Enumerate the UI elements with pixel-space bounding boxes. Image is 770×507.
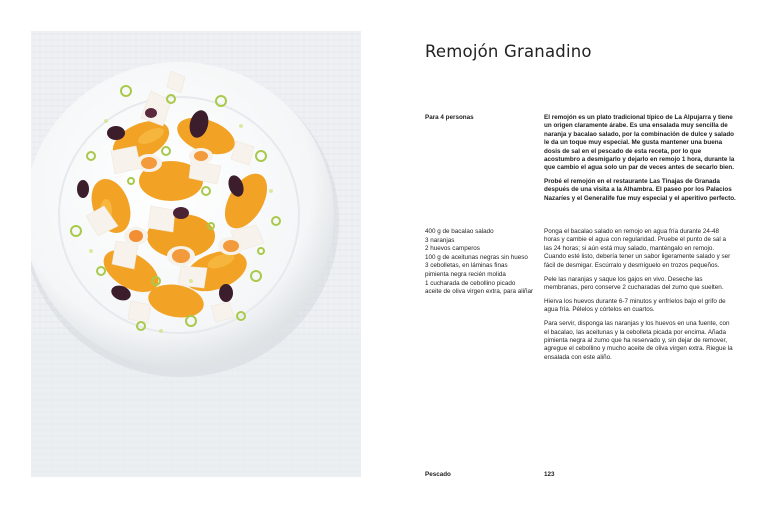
ingredient-item: aceite de oliva virgen extra, para aliñar — [425, 288, 534, 296]
ingredient-item: 1 cucharada de cebollino picado — [425, 279, 516, 287]
method-step: Para servir, disponga las naranjas y los huevos en una fuente, con el bacalao, las aceitunas y la cebolleta picada por encima. Añada pimienta negra al zumo que ha reservado y, sin dejar de remover, agregue el cebollino y mucho aceite de oliva virgen extra. Riegue la ensalada con este aliño. — [544, 320, 733, 361]
dish-photo — [31, 31, 361, 477]
ingredient-item: 3 cebolletas, en láminas finas — [425, 262, 508, 270]
servings-label: Para 4 personas — [425, 114, 474, 121]
intro-paragraph: Probé el remojón en el restaurante Las Tinajas de Granada después de una visita a la Alhambra. El paseo por los Palacios Nazaríes y el Generalife fue muy especial y el aperitivo perfecto. — [544, 177, 736, 202]
method-steps — [544, 228, 734, 368]
method-step: Ponga el bacalao salado en remojo en agua fría durante 24-48 horas y cambie el agua con regularidad. Pruebe el punto de sal a las 24 horas; si aún está muy salado, manténgalo en remojo. Cuando esté listo, debería tener un sabor ligeramente salado y ser fácil de desmigar. Escúrralo y desmíguelo en trozos pequeños. — [544, 228, 731, 269]
ingredient-list — [425, 228, 535, 297]
dish-illustration — [31, 31, 361, 477]
intro-paragraph: El remojón es un plato tradicional típico de La Alpujarra y tiene un origen claramente árabe. Es una ensalada muy sencilla de naranja y bacalao salado, por la combinación de dulce y salado le da un toque muy especial. Me gusta mantener una buena dosis de sal en el pescado de esta receta, por lo que acostumbro a desmigarlo y dejarlo en remojo 1 hora, durante la que cambio el agua solo un par de veces antes de secarlo bien. — [544, 114, 735, 172]
recipe-title: Remojón Granadino — [425, 42, 592, 61]
ingredient-item: 400 g de bacalao salado — [425, 228, 494, 235]
recipe-intro — [544, 114, 736, 208]
running-footer-section: Pescado — [425, 471, 451, 478]
method-step: Hierva los huevos durante 6-7 minutos y enfríelos bajo el grifo de agua fría. Pélelos y córtelos en cuartos. — [544, 297, 726, 314]
ingredient-item: 3 naranjas — [425, 236, 455, 244]
ingredient-item: 100 g de aceitunas negras sin hueso — [425, 253, 528, 261]
ingredient-item: 2 huevos camperos — [425, 245, 480, 253]
ingredient-item: pimienta negra recién molida — [425, 270, 506, 278]
page-number: 123 — [544, 471, 555, 478]
method-step: Pele las naranjas y saque los gajos en vivo. Deseche las membranas, pero conserve 2 cucharadas del zumo que suelten. — [544, 275, 724, 291]
